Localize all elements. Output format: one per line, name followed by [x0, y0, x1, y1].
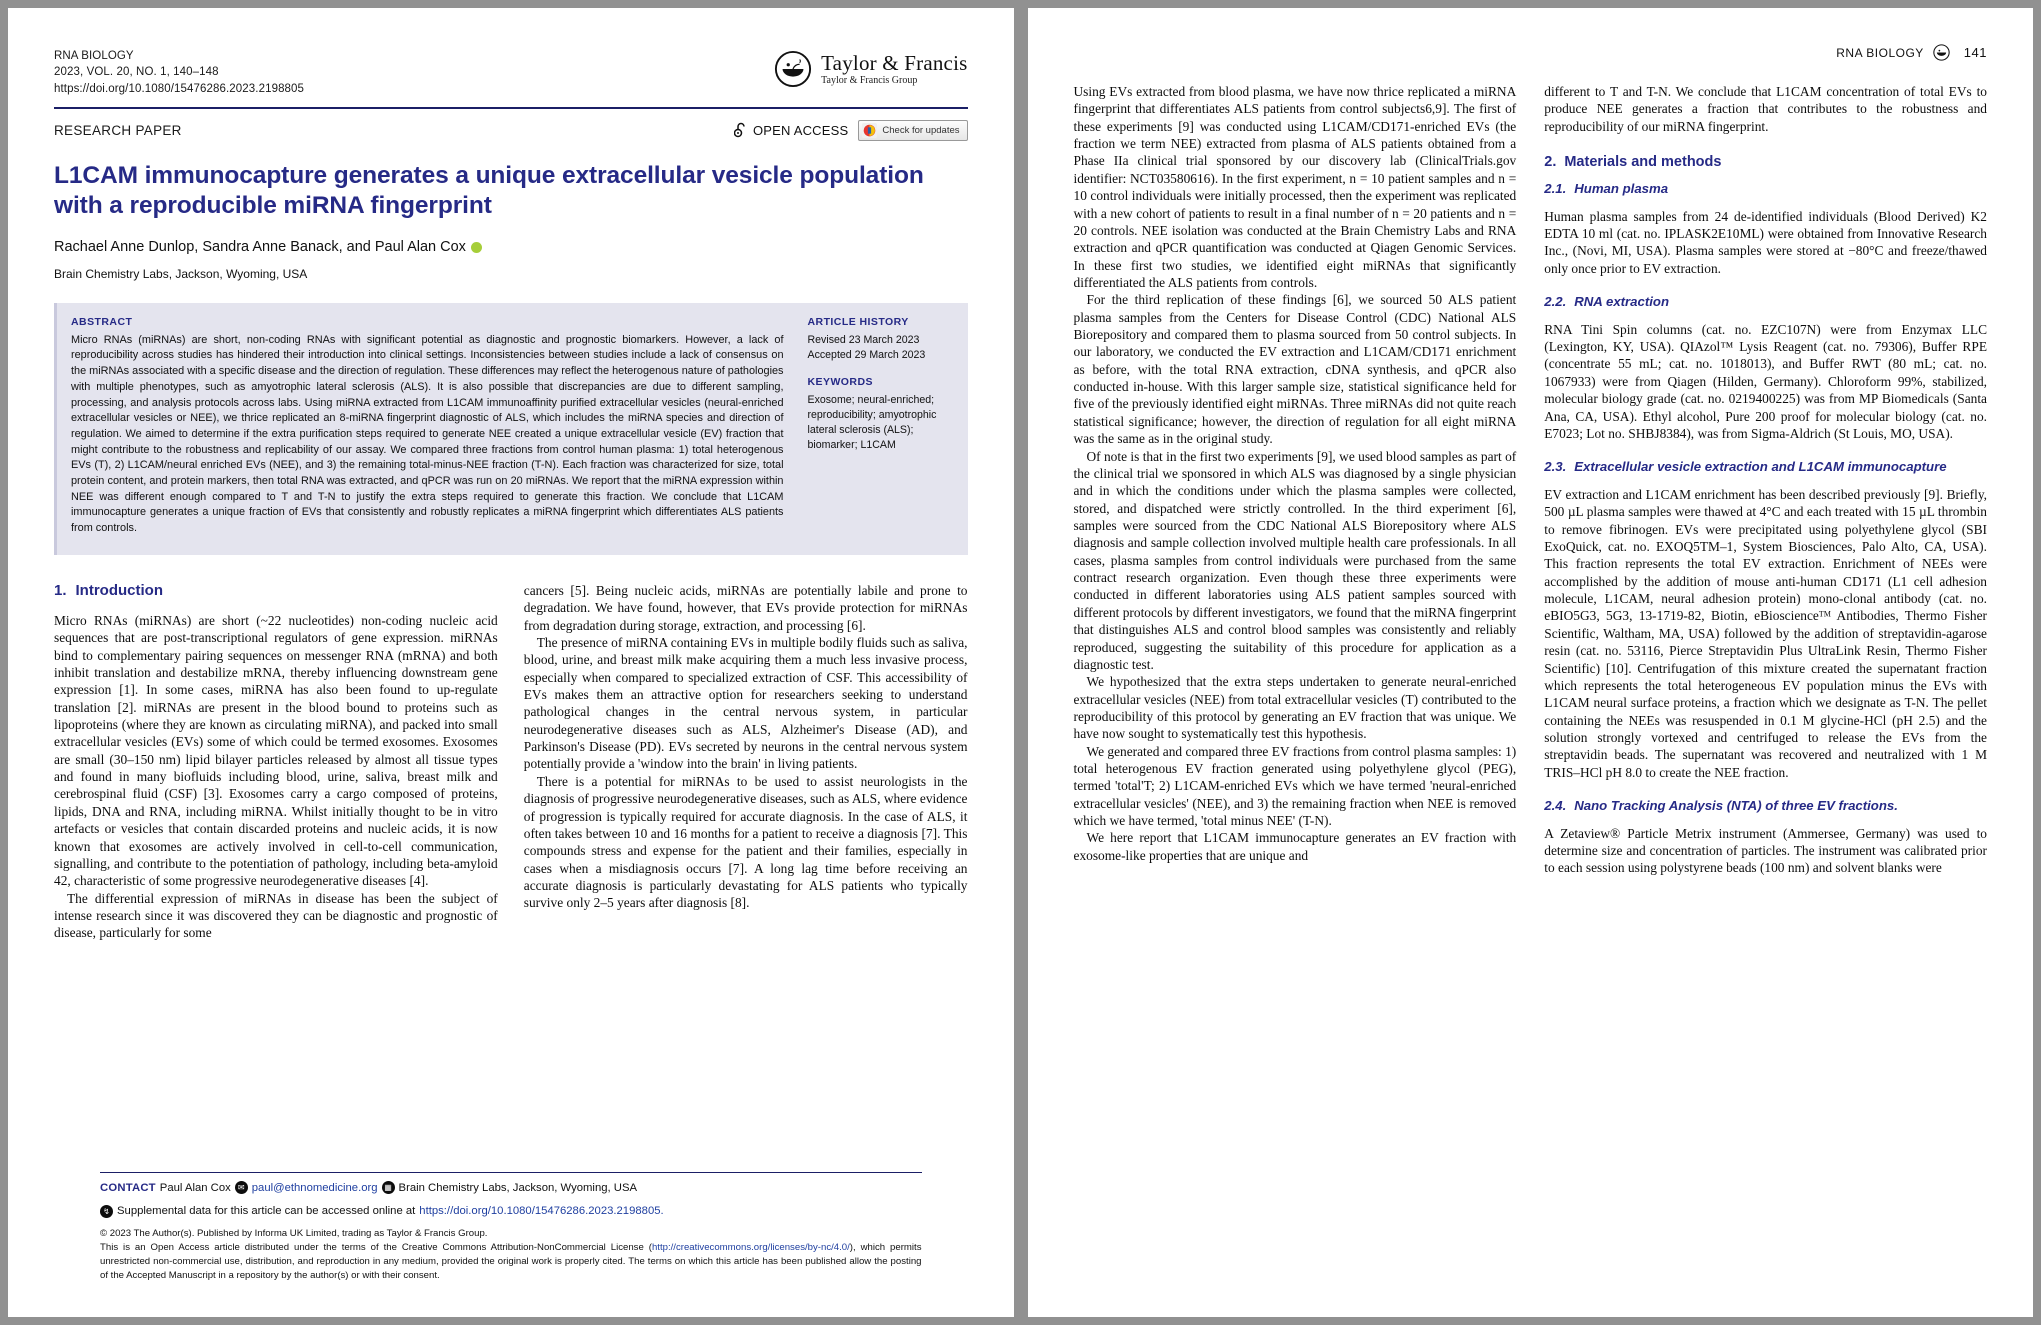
paper-type-label: RESEARCH PAPER: [54, 122, 182, 138]
intro-column-1: [54, 582, 498, 942]
contact-name: Paul Alan Cox: [159, 1181, 231, 1194]
paragraph: cancers [5]. Being nucleic acids, miRNAs are potentially labile and prone to degradation. We have found, however, that EVs provide protection for miRNAs from degradation during storage, extraction, and processing [6].: [523, 582, 968, 633]
body-columns: [1074, 83, 1988, 877]
footer-divider: [100, 1172, 922, 1173]
section-number: 2.2.: [1544, 294, 1567, 310]
page-left: [8, 8, 1014, 1317]
paragraph: The differential expression of miRNAs in disease has been the subject of intense research since it was discovered they can be diagnostic and prognostic of disease, particularly for some: [54, 890, 498, 941]
journal-name: RNA BIOLOGY: [54, 50, 134, 62]
section-title: Materials and methods: [1564, 154, 1722, 171]
supplemental-line: [100, 1203, 922, 1220]
section-title: RNA extraction: [1574, 294, 1670, 310]
section-title: Nano Tracking Analysis (NTA) of three EV fractions.: [1574, 798, 1898, 814]
journal-issue: 2023, VOL. 20, NO. 1, 140–148: [54, 66, 219, 79]
keywords-heading: KEYWORDS: [807, 375, 873, 388]
section-heading-ev-extraction-immunocapture: [1544, 459, 1987, 476]
running-header: [1074, 44, 1988, 61]
open-lock-icon: [734, 122, 748, 138]
author-list: [54, 239, 968, 255]
abstract-block: [54, 303, 968, 555]
intro-columns: [54, 582, 968, 942]
right-column-2: [1544, 83, 1987, 877]
right-column-1: [1074, 83, 1517, 877]
section-heading-rna-extraction: [1544, 294, 1987, 311]
orcid-icon[interactable]: [471, 242, 482, 253]
section-title: Human plasma: [1574, 181, 1669, 197]
paragraph: Human plasma samples from 24 de-identified individuals (Blood Derived) K2 EDTA 10 ml (cat. no. IPLASK2E10ML) were obtained from Innovative Research Inc., (Novi, MI, USA). Plasma samples were stored at −80°C and freeze/thawed only once prior to EV extraction.: [1544, 208, 1987, 276]
paragraph: RNA Tini Spin columns (cat. no. EZC107N) were from Enzymax LLC (Lexington, KY, USA). QIAzol™ Lysis Reagent (cat. no. 79306), Buffer RPE (concentrate 55 mL; cat. no. 1018013), and Buffer RWT (80 mL; cat. no. 1067933) were from Qiagen (Hilden, Germany). Chloroform 99%, stabilized, molecular biology grade (cat. no. 0219400225) was from MP Biomedicals (Santa Ana, CA, USA). Ethyl alcohol, Pure 200 proof for molecular biology (cat. no. E7023; Lot no. SHBJ8384), was from Sigma-Aldrich (St Louis, MO, USA).: [1544, 321, 1987, 441]
contact-email[interactable]: paul@ethnomedicine.org: [251, 1181, 378, 1194]
paragraph: For the third replication of these findings [6], we sourced 50 ALS patient plasma samples from the Centers for Disease Control (CDC) National ALS Biorepository and compared them to plasma sourced from 50 control subjects. In our laboratory, we conducted the EV extraction and L1CAM/CD171 enrichment as before, with the total RNA extraction, cDNA synthesis, and qPCR also conducted in-house. With this larger sample size, statistical significance held for five of the previously identified eight miRNAs. Three miRNAs did not quite reach statistical significance; however, the direction of regulation for all eight miRNA was the same as in the original study.: [1073, 292, 1517, 447]
paragraph: The presence of miRNA containing EVs in multiple bodily fluids such as saliva, blood, urine, and breast milk make acquiring them a much less invasive process, especially when compared to specialized extraction of CSF. This accessibility of EVs makes them an attractive option for researchers seeking to understand pathological changes in the central nervous system, in particular neurodegenerative diseases such as ALS, Alzheimer's Disease (AD), and Parkinson's Disease (PD). EVs secreted by neurons in the central nervous system potentially provide a 'window into the brain' in living patients.: [523, 634, 968, 772]
section-title: Introduction: [75, 581, 163, 599]
section-number: 2.: [1544, 154, 1557, 171]
publisher-group: Taylor & Francis Group: [821, 74, 918, 86]
publisher-name: Taylor & Francis: [821, 50, 968, 75]
paragraph: A Zetaview® Particle Metrix instrument (Ammersee, Germany) was used to determine size and concentration of particles. The instrument was calibrated prior to each session using polystyrene beads (100 nm) and solvent blanks were: [1544, 825, 1987, 876]
license-block: [100, 1227, 922, 1283]
keywords-text: Exosome; neural-enriched; reproducibility; amyotrophic lateral sclerosis (ALS); biomarker; L1CAM: [807, 393, 937, 451]
crossmark-button[interactable]: [858, 120, 967, 141]
abstract-text: Micro RNAs (miRNAs) are short, non-coding RNAs with significant potential as diagnostic and prognostic biomarkers. However, a lack of reproducibility across studies has hindered their introduction into clinical settings. Inconsistencies between studies include a lack of consensus on the miRNAs associated with a specific disease and the direction of regulation. These differences may reflect the heterogenous nature of pathologies with multiple phenotypes, such as amyotrophic lateral sclerosis (ALS). It is also possible that discrepancies are due to different sampling, processing, and analysis protocols across labs. Using miRNA extracted from L1CAM immunoaffinity purified extracellular vesicles (neural-enriched extracellular vesicles or NEE), we thrice replicated an 8-miRNA fingerprint diagnostic of ALS, which includes the miRNA species and direction of regulation. We aimed to determine if the extra purification steps required to generate NEE created a unique extracellular vesicle (EV) fraction that might contribute to the robustness and replicability of our assay. We compared three fractions from control human plasma: 1) total heterogenous EVs (T), 2) L1CAM/neural enriched EVs (NEE), and 3) the remaining total-minus-NEE fraction (T-N). Each fraction was characterized for size, total protein content, and protein markers, then total RNA was extracted, and qPCR was run on 20 miRNAs. We report that the miRNA expression within NEE was different enough compared to T and T-N to justify the extra steps required to generate this fraction. We conclude that L1CAM immunocapture generates a unique fraction of EVs that consistently and robustly replicates a miRNA fingerprint which differentiates ALS patients from controls.: [71, 333, 784, 535]
open-access-badge: [734, 122, 848, 138]
paragraph: Using EVs extracted from blood plasma, we have now thrice replicated a miRNA fingerprint that differentiates ALS patients from control subjects6,9]. The first of these experiments [9] was conducted using L1CAM/CD171-enriched EVs (the fraction we term NEE) extracted from plasma of ALS patients obtained from a Phase IIa clinical trial sponsored by our discovery lab (ClinicalTrials.gov identifier: NCT03580616). In the first experiment, n = 10 patient samples and n = 10 control individuals were initially processed, then the experiment was replicated with a new cohort of patients to result in a final number of n = 20 patients and n = 20 controls. NEE isolation was conducted at the Brain Chemistry Labs and RNA extraction and qPCR quantification was conducted at Qiagen Genomic Services. In these first two studies, we identified eight miRNAs that significantly differentiated the ALS patients from controls.: [1073, 84, 1517, 290]
paragraph: There is a potential for miRNAs to be used to assist neurologists in the diagnosis of progressive neurodegenerative diseases, such as ALS, where evidence of progression is typically required for accurate diagnosis. In the case of ALS, it often takes between 10 and 16 months for a patient to receive a diagnosis [7]. This compounds stress and expense for the patient and their families, especially in cases when a misdiagnosis occurs [7]. A long lag time before receiving an accurate diagnosis is particularly devastating for ALS patients who typically survive only 2–5 years after diagnosis [8].: [523, 773, 968, 911]
section-number: 2.4.: [1544, 798, 1567, 814]
download-icon: ↯: [100, 1205, 113, 1218]
contact-label: CONTACT: [100, 1181, 156, 1194]
license-text-pre: This is an Open Access article distributed under the terms of the Creative Commons Attribution-NonCommercial License (: [100, 1242, 652, 1254]
taylor-francis-logo: [774, 50, 967, 88]
license-text-post: ), which permits unrestricted non-commercial use, distribution, and reproduction in any medium, provided the original work is properly cited. The terms on which this article has been published allow the posting of the Accepted Manuscript in a repository by the author(s) or with their consent.: [100, 1242, 922, 1282]
article-history-heading: ARTICLE HISTORY: [807, 315, 909, 328]
running-journal-name: RNA BIOLOGY: [1836, 45, 1924, 60]
copyright-text: © 2023 The Author(s). Published by Informa UK Limited, trading as Taylor & Francis Group.: [100, 1228, 488, 1240]
paragraph: We generated and compared three EV fractions from control plasma samples: 1) total heterogenous EV fraction generated using polyethylene glycol (PEG), termed 'total'T; 2) L1CAM-enriched EVs which we have termed 'neural-enriched extracellular vesicles' (NEE), and 3) the remaining fraction when NEE is removed which we have termed, 'total minus NEE' (T-N).: [1073, 743, 1517, 829]
intro-column-2: [524, 582, 968, 942]
page-title: L1CAM immunocapture generates a unique extracellular vesicle population with a reproducible miRNA fingerprint: [54, 161, 924, 220]
journal-doi: https://doi.org/10.1080/15476286.2023.2198805: [54, 82, 305, 95]
paragraph: Micro RNAs (miRNAs) are short (~22 nucleotides) non-coding nucleic acid sequences that are post-transcriptional regulators of gene expression. miRNAs bind to complementary pairing sequences on messenger RNA (mRNA) and both inhibit translation and destabilize mRNA, thereby influencing downstream gene expression [1]. In some cases, miRNA has also been found to up-regulate translation [2]. miRNAs are present in the blood bound to proteins such as lipoproteins (where they are known as circulating miRNA), and packed into small extracellular vesicles (EVs) some of which could be termed exosomes. Exosomes are small (30–150 nm) lipid bilayer particles released by almost all tissue types and found in many biofluids including blood, urine, saliva, breast milk and cerebrospinal fluid (CSF) [3]. Exosomes carry a cargo composed of proteins, lipids, DNA and RNA, including miRNA. Whilst initially thought to be in vitro artefacts or vesicles that contain discarded proteins and nucleic acids, it is now known that exosomes are actively involved in cell-to-cell communication, signalling, and contribute to the potentiation of pathology, including beta-amyloid 42, characteristic of some progressive neurodegenerative diseases [4].: [54, 612, 498, 889]
contact-line: [100, 1180, 922, 1197]
paragraph: EV extraction and L1CAM enrichment has been described previously [9]. Briefly, 500 µL plasma samples were thawed at 4°C and each treated with 15 µL thrombin to remove fibrinogen. EVs were precipitated using polyethylene glycol (SBI ExoQuick, cat. no. EXOQ5TM–1, System Biosciences, Palo Alto, CA, USA). This fraction represents the total EV extraction. Enrichment of NEEs were accomplished by the addition of mouse anti-human CD171 (L1 cell adhesion molecule, L1CAM, neural adhesion protein) mono-clonal antibody (cat. no. eBIO5G3, 5G3, 13-1719-82, Biotin, eBioscienceᵀᴹ Antibodies, Thermo Fisher Scientific, Waltham, MA, USA) followed by the addition of streptavidin-agarose resin (cat. no. 53116, Pierce Streptavidin Plus UltraLink Resin, Thermo Fisher Scientific) [10]. Centrifugation of this mixture created the supernatant fraction which represents the total heterogeneous EV population minus the EVs with L1CAM neural surface proteins, a fraction which we designate as T-N. The pellet containing the NEEs was resuspended in 0.1 M glycine-HCl (pH 2.5) and the solution strongly vortexed and centrifuged to release the EVs from the streptavidin beads. The supernatant was recovered and neutralized with 1 M TRIS–HCl pH 8.0 to create the NEE fraction.: [1544, 486, 1987, 780]
supplemental-text: Supplemental data for this article can be accessed online at: [117, 1205, 416, 1218]
section-heading-materials-and-methods: [1544, 154, 1987, 170]
section-title: Extracellular vesicle extraction and L1CAM immunocapture: [1574, 459, 1947, 475]
section-number: 2.3.: [1544, 459, 1567, 475]
supplemental-link[interactable]: https://doi.org/10.1080/15476286.2023.2198805.: [419, 1205, 664, 1218]
abstract-heading: ABSTRACT: [71, 315, 133, 328]
section-heading-introduction: [54, 582, 498, 599]
section-heading-human-plasma: [1544, 181, 1987, 198]
affiliation: Brain Chemistry Labs, Jackson, Wyoming, USA: [54, 266, 308, 281]
paragraph: We here report that L1CAM immunocapture generates an EV fraction with exosome-like properties that are unique and: [1073, 830, 1517, 863]
section-number: 1.: [54, 581, 67, 599]
author-names: Rachael Anne Dunlop, Sandra Anne Banack, and Paul Alan Cox: [54, 238, 466, 255]
tf-lamp-icon: [1933, 44, 1950, 61]
paragraph: different to T and T-N. We conclude that L1CAM concentration of total EVs to produce NEE generates a fraction that contributes to the robustness and reproducibility of our miRNA fingerprint.: [1544, 84, 1987, 134]
crossmark-label: Check for updates: [882, 124, 960, 136]
masthead-divider: [54, 107, 968, 109]
open-access-label: OPEN ACCESS: [752, 122, 849, 138]
envelope-icon: ✉: [235, 1181, 248, 1194]
crossmark-icon: [862, 123, 877, 138]
paragraph: Of note is that in the first two experiments [9], we used blood samples as part of the clinical trial we sponsored in which ALS was diagnosed by a single physician and in which the conditions under which the plasma samples were collected, stored, and dispatched were strictly controlled. In the third experiment [6], samples were sourced from the CDC National ALS Biorepository where ALS diagnosis and sample collection involved multiple health care professionals. In all cases, plasma samples from control individuals were purchased from the same contract research organization. Even though these three experiments were conducted in different laboratories using ALS patient samples sourced with different protocols by different investigators, we found that the miRNA fingerprint that distinguishes ALS and control blood samples was consistently and reliably reproduced, suggesting the suitability of this procedure for application as a diagnostic test.: [1073, 448, 1517, 672]
contact-address: Brain Chemistry Labs, Jackson, Wyoming, USA: [398, 1181, 638, 1194]
article-history-accepted: Accepted 29 March 2023: [807, 348, 926, 361]
article-history-revised: Revised 23 March 2023: [807, 333, 920, 346]
page-number: 141: [1963, 45, 1987, 60]
section-number: 2.1.: [1544, 181, 1567, 197]
section-heading-nta: [1544, 798, 1987, 815]
page-footer: [100, 1172, 922, 1284]
paragraph: We hypothesized that the extra steps undertaken to generate neural-enriched extracellular vesicles (NEE) from total extracellular vesicles (T) contributed to the reproducibility of this protocol by generating an EV fraction that was unique. We have now sought to systematically test this hypothesis.: [1073, 674, 1517, 742]
building-icon: ▦: [382, 1181, 395, 1194]
tf-lamp-icon: [774, 50, 812, 88]
page-right: [1028, 8, 2034, 1317]
license-link[interactable]: http://creativecommons.org/licenses/by-nc/4.0/: [651, 1242, 850, 1254]
